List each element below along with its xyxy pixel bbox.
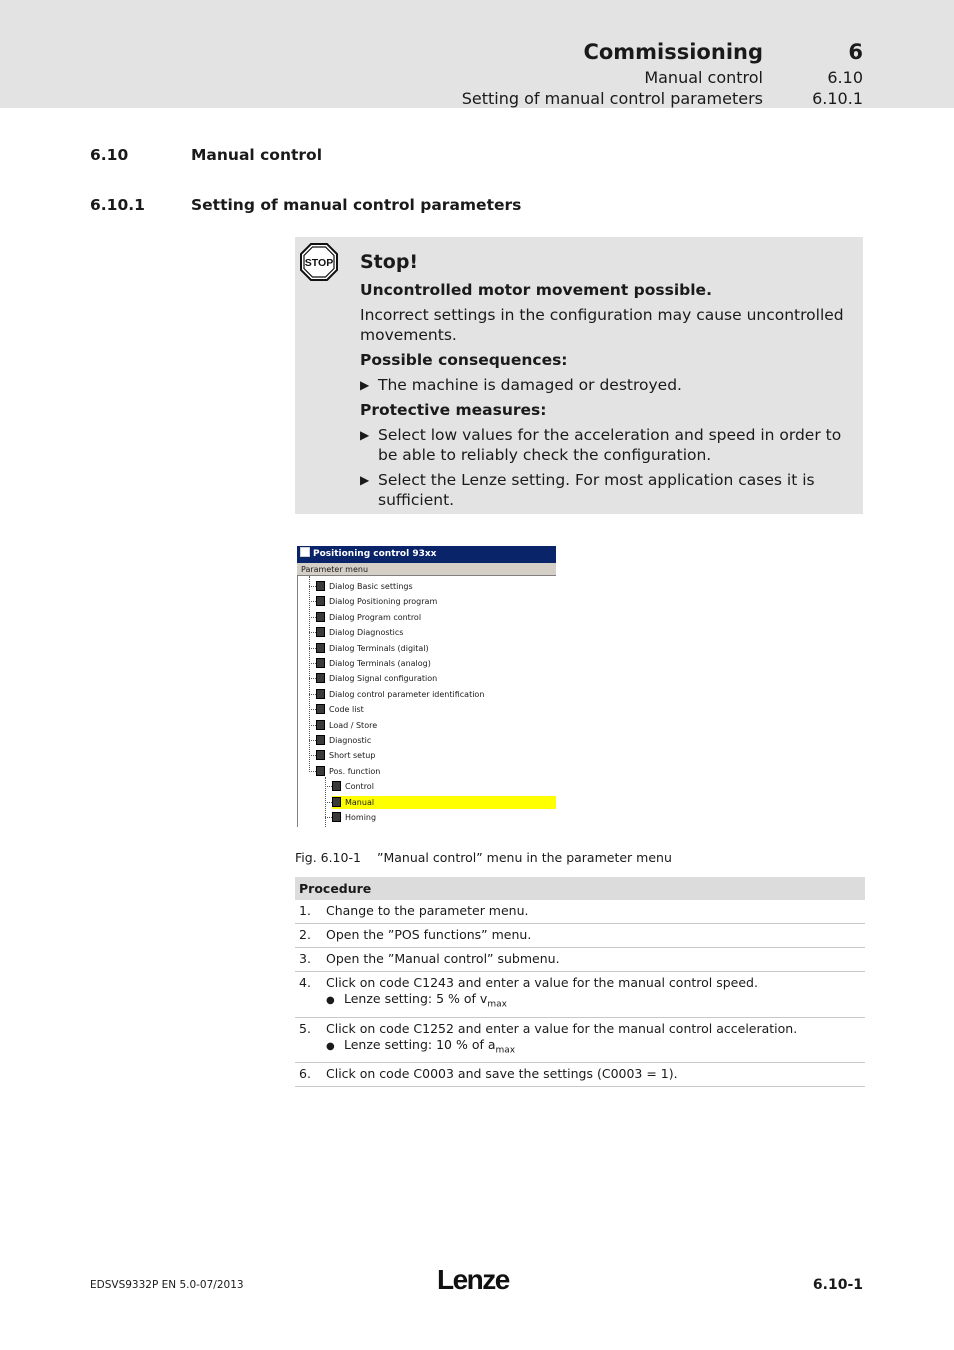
- document-id: EDSVS9332P EN 5.0-07/2013: [90, 1279, 244, 1291]
- stop-sign-label: STOP: [304, 257, 334, 269]
- section-number: 6.10: [90, 146, 129, 164]
- folder-icon: [332, 797, 341, 807]
- folder-icon: [332, 781, 341, 791]
- folder-icon: [316, 612, 325, 622]
- tree-item[interactable]: [332, 811, 377, 824]
- hazard-text: Uncontrolled motor movement possible.: [360, 281, 712, 299]
- page-header: [0, 0, 954, 108]
- measure-item: ▶ Select the Lenze setting. For most application cases it is sufficient.: [360, 471, 815, 509]
- figure-number: Fig. 6.10-1: [295, 850, 361, 865]
- tree-item[interactable]: [316, 580, 414, 593]
- tree-item-label: Diagnostic: [329, 736, 372, 745]
- arrow-bullet-icon: ▶: [360, 473, 370, 487]
- tree-item[interactable]: [316, 719, 378, 732]
- figure-caption: [295, 850, 672, 865]
- tree-item[interactable]: [332, 796, 556, 809]
- tree-item[interactable]: [316, 611, 422, 624]
- folder-icon: [316, 720, 325, 730]
- procedure-header: Procedure: [295, 877, 865, 900]
- consequence-item: ▶ The machine is damaged or destroyed.: [360, 376, 682, 394]
- chapter-number: 6: [848, 40, 863, 64]
- bullet-dot-icon: ●: [326, 995, 335, 1006]
- tree-item-label: Dialog control parameter identification: [329, 689, 485, 699]
- chapter-title: Commissioning: [583, 40, 763, 64]
- header-subsection-number: 6.10.1: [812, 89, 863, 108]
- tree-item-label: Dialog Program control: [329, 612, 422, 622]
- tree-item-label: Short setup: [329, 751, 376, 761]
- tree-item-label: Code list: [329, 705, 364, 715]
- tree-item-label: Load / Store: [329, 720, 378, 730]
- stop-sign-icon: [300, 243, 338, 281]
- procedure-table: [295, 877, 865, 1087]
- procedure-step: 3. Open the ”Manual control” submenu.: [295, 948, 865, 972]
- tree-item-label: Homing: [345, 813, 377, 822]
- header-section-title: Manual control: [644, 68, 763, 87]
- tree-item-label: Dialog Diagnostics: [329, 628, 404, 638]
- arrow-bullet-icon: ▶: [360, 378, 370, 392]
- lenze-logo: [437, 1261, 517, 1295]
- tree-item-label: Dialog Signal configuration: [329, 674, 438, 684]
- folder-icon: [316, 658, 325, 668]
- folder-icon: [316, 581, 325, 591]
- tree-item-label: Manual: [345, 797, 375, 807]
- tree-item[interactable]: [316, 657, 432, 670]
- folder-icon: [332, 812, 341, 822]
- svg-text:Lenze: Lenze: [437, 1264, 509, 1295]
- subsection-number: 6.10.1: [90, 196, 145, 214]
- folder-icon: [316, 689, 325, 699]
- tree-item[interactable]: [316, 749, 376, 762]
- procedure-step: 1. Change to the parameter menu.: [295, 900, 865, 924]
- tree-item-label: Control: [345, 782, 374, 792]
- folder-icon: [316, 735, 325, 745]
- tree-item[interactable]: [316, 626, 404, 639]
- tree-item[interactable]: [316, 688, 485, 701]
- stop-title: Stop!: [360, 251, 419, 273]
- subsection-title: Setting of manual control parameters: [191, 196, 522, 214]
- folder-icon: [316, 673, 325, 683]
- header-subsection-title: Setting of manual control parameters: [461, 89, 763, 108]
- parameter-menu-screenshot: [297, 546, 556, 827]
- consequences-label: Possible consequences:: [360, 351, 568, 369]
- stop-notice: [295, 237, 863, 514]
- measure-item: ▶ Select low values for the acceleration and speed in order to be able to reliably check the configuration.: [360, 426, 842, 464]
- folder-icon: [316, 766, 325, 776]
- step-sub-bullet: ● Lenze setting: 5 % of $v_{max}$: [326, 991, 507, 1010]
- tree-item[interactable]: [316, 642, 430, 655]
- step-sub-bullet: ● Lenze setting: 10 % of $a_{max}$: [326, 1036, 516, 1055]
- measures-label: Protective measures:: [360, 401, 547, 419]
- bullet-dot-icon: ●: [326, 1040, 335, 1052]
- procedure-step: 5. Click on code C1252 and enter a value for the manual control acceleration. ● Lenze setting: 10 % of $a_{max}$: [295, 1018, 865, 1064]
- window-title: Positioning control 93xx: [313, 549, 437, 559]
- folder-icon: [316, 704, 325, 714]
- page-number: 6.10-1: [812, 1277, 863, 1293]
- procedure-step: 4. Click on code C1243 and enter a value for the manual control speed. ● Lenze setting: 5 % of $v_{max}$: [295, 972, 865, 1018]
- tree-item-label: Dialog Basic settings: [329, 582, 413, 591]
- arrow-bullet-icon: ▶: [360, 428, 370, 442]
- tree-item[interactable]: [316, 672, 438, 685]
- procedure-step: 6. Click on code C0003 and save the settings (C0003 = 1).: [295, 1063, 865, 1087]
- procedure-step: 2. Open the ”POS functions” menu.: [295, 924, 865, 948]
- window-icon: [300, 547, 310, 557]
- tree-item[interactable]: [316, 595, 438, 608]
- tree-item[interactable]: [316, 703, 365, 716]
- window-titlebar: [297, 546, 556, 563]
- folder-icon: [316, 596, 325, 606]
- tree-item-label: Dialog Terminals (analog): [329, 659, 431, 668]
- tree-item[interactable]: [316, 734, 372, 747]
- folder-icon: [316, 750, 325, 760]
- figure-caption-text: ”Manual control” menu in the parameter menu: [377, 850, 672, 865]
- hazard-description: Incorrect settings in the configuration may cause uncontrolled movements.: [360, 306, 844, 344]
- folder-icon: [316, 643, 325, 653]
- tree-item-label: Pos. function: [329, 766, 381, 776]
- tree-item[interactable]: [316, 765, 381, 778]
- parameter-menu-label: Parameter menu: [297, 563, 556, 576]
- folder-icon: [316, 627, 325, 637]
- tree-item-label: Dialog Terminals (digital): [329, 643, 429, 653]
- tree-item[interactable]: [332, 780, 375, 793]
- tree-item-label: Dialog Positioning program: [329, 597, 438, 607]
- header-section-number: 6.10: [827, 68, 863, 87]
- section-title: Manual control: [191, 146, 323, 164]
